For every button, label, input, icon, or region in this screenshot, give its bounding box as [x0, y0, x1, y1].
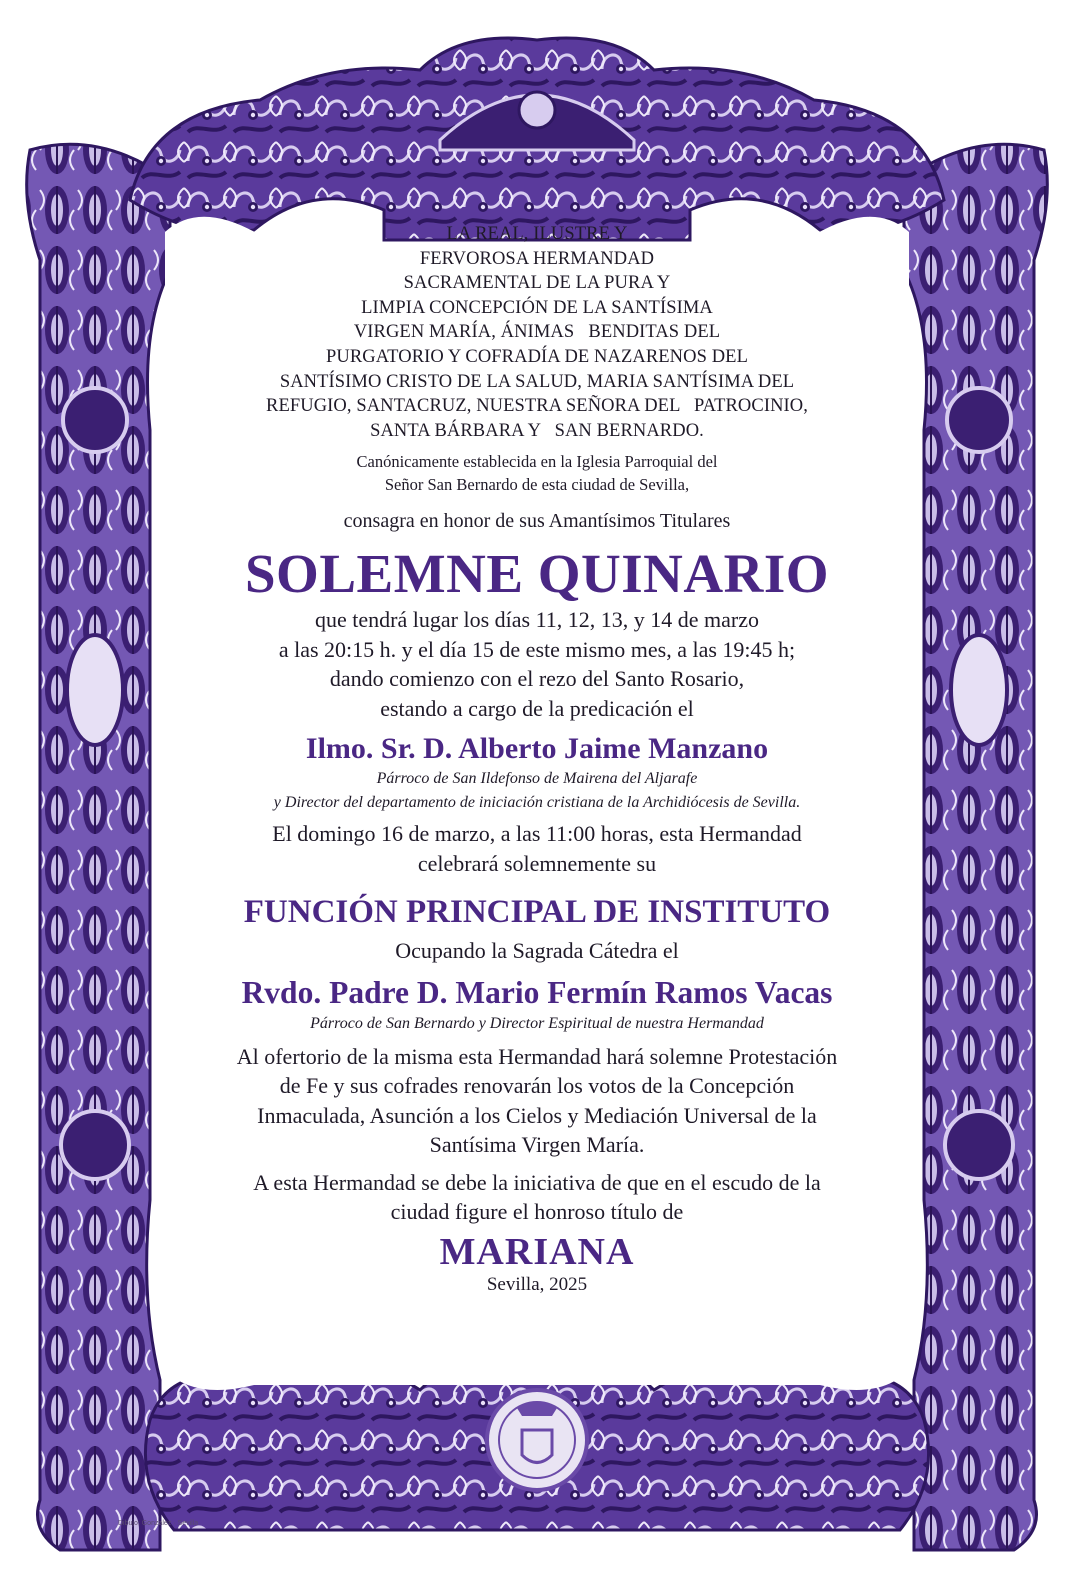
quinario-line: a las 20:15 h. y el día 15 de este mismo mes, a las 19:45 h; — [278, 636, 796, 662]
date-place: Sevilla, 2025 — [486, 1273, 588, 1295]
quinario-line: estando a cargo de la predicación el — [380, 695, 694, 721]
canonical-line-1: Canónicamente establecida en la Iglesia Parroquial del — [356, 452, 718, 472]
header-line: SACRAMENTAL DE LA PURA Y — [403, 273, 671, 294]
funcion-intro-line-1: El domingo 16 de marzo, a las 11:00 horas, esta Hermandad — [272, 821, 802, 847]
iniciativa-line-2: ciudad figure el honroso título de — [390, 1199, 684, 1225]
funcion-preacher: Rvdo. Padre D. Mario Fermín Ramos Vacas — [241, 974, 833, 1010]
header-line: LA REAL, ILUSTRE Y — [446, 224, 628, 244]
mariana-title: MARIANA — [439, 1230, 635, 1273]
header-line: LIMPIA CONCEPCIÓN DE LA SANTÍSIMA — [361, 297, 713, 318]
funcion-intro-line-2: celebrará solemnemente su — [417, 850, 657, 876]
catedra-text: Ocupando la Sagrada Cátedra el — [395, 938, 679, 964]
funcion-title: FUNCIÓN PRINCIPAL DE INSTITUTO — [243, 894, 831, 931]
artist-signature: Dibujo: Gonzalez · Sevilla — [118, 1520, 199, 1527]
consagra-text: consagra en honor de sus Amantísimos Titulares — [343, 510, 731, 533]
brotherhood-seal-icon — [487, 1390, 587, 1490]
quinario-preacher-role-2: y Director del departamento de iniciación cristiana de la Archidiócesis de Sevilla. — [273, 794, 801, 812]
header-line: FERVOROSA HERMANDAD — [419, 248, 655, 269]
header-line: PURGATORIO Y COFRADÍA DE NAZARENOS DEL — [326, 346, 748, 367]
iniciativa-text — [180, 1168, 894, 1227]
ofertorio-text — [180, 1042, 894, 1160]
quinario-preacher-role-1: Párroco de San Ildefonso de Mairena del Aljarafe — [376, 770, 698, 788]
quinario-preacher: Ilmo. Sr. D. Alberto Jaime Manzano — [305, 732, 769, 766]
quinario-line: que tendrá lugar los días 11, 12, 13, y 14 de marzo — [315, 607, 759, 633]
ofertorio-line: Santísima Virgen María. — [429, 1132, 645, 1158]
quinario-line: dando comienzo con el rezo del Santo Rosario, — [329, 666, 745, 692]
header-line: REFUGIO, SANTACRUZ, NUESTRA SEÑORA DEL PATROCINIO, — [266, 396, 808, 417]
quinario-title: SOLEMNE QUINARIO — [244, 543, 830, 605]
funcion-intro — [180, 819, 894, 878]
funcion-preacher-role: Párroco de San Bernardo y Director Espiritual de nuestra Hermandad — [310, 1014, 764, 1032]
iniciativa-line-1: A esta Hermandad se debe la iniciativa de que en el escudo de la — [253, 1169, 821, 1195]
invitation-text — [180, 222, 894, 1297]
quinario-details — [180, 605, 894, 723]
header-line: VIRGEN MARÍA, ÁNIMAS BENDITAS DEL — [353, 322, 721, 343]
brotherhood-name — [180, 222, 894, 443]
canonical-line-2: Señor San Bernardo de esta ciudad de Sevilla, — [384, 475, 690, 495]
canonical-seat — [180, 450, 894, 496]
ofertorio-line: de Fe y sus cofrades renovarán los votos de la Concepción — [279, 1073, 795, 1099]
ofertorio-line: Al ofertorio de la misma esta Hermandad hará solemne Protestación — [236, 1043, 838, 1069]
header-line: SANTA BÁRBARA Y SAN BERNARDO. — [370, 420, 704, 441]
header-line: SANTÍSIMO CRISTO DE LA SALUD, MARIA SANTÍSIMA DEL — [279, 371, 795, 392]
ofertorio-line: Inmaculada, Asunción a los Cielos y Mediación Universal de la — [257, 1102, 817, 1128]
